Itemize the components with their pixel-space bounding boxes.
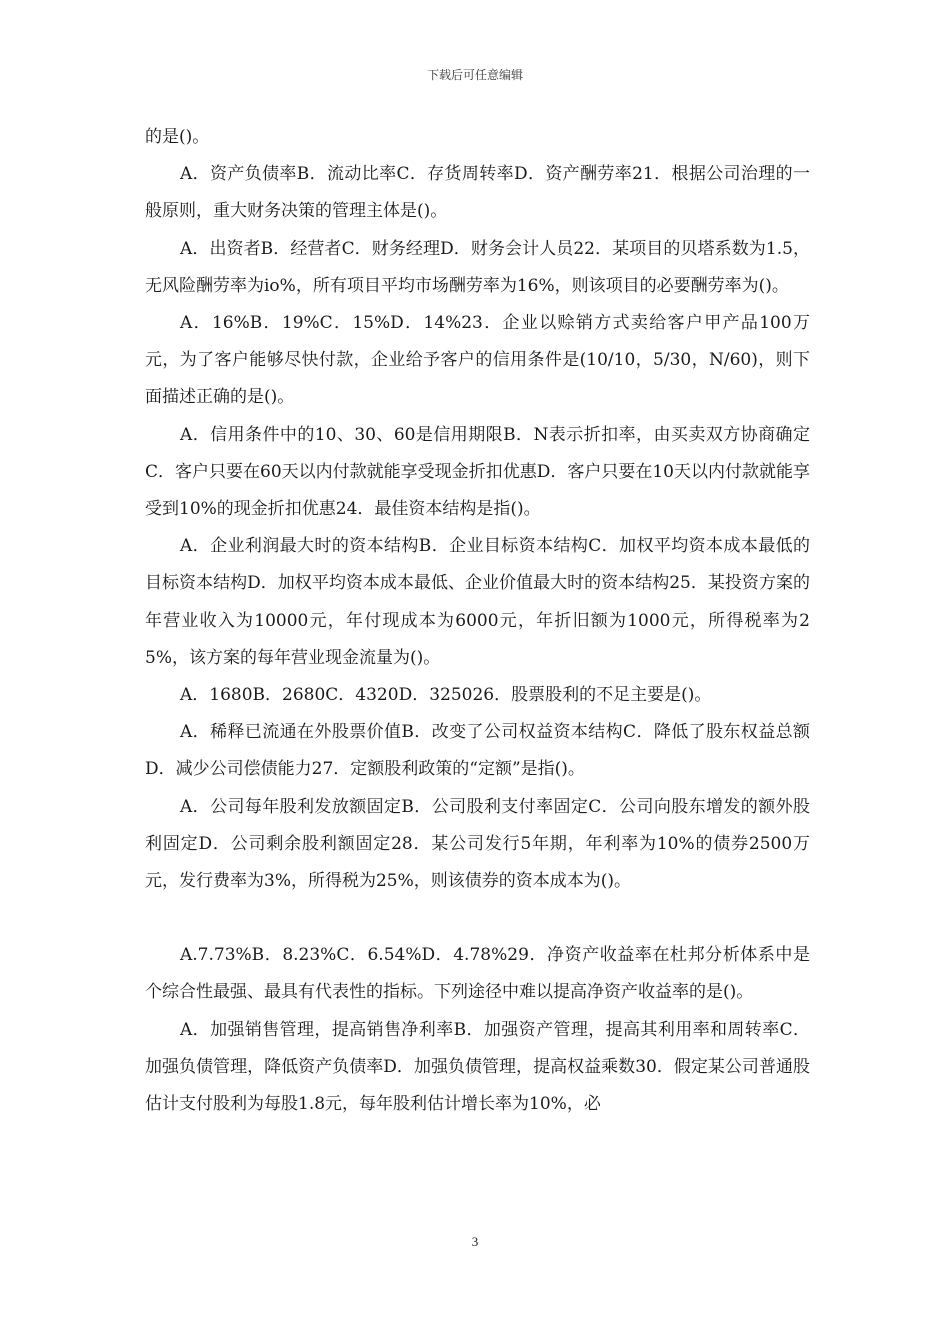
paragraph-4: A．16%B．19%C．15%D．14%23．企业以赊销方式卖给客户甲产品100万元，为了客户能够尽快付款，企业给予客户的信用条件是(10/10，5/30，N/60)，则下面描述正确的是()。 [145, 313, 810, 408]
paragraph-2: A．资产负债率B．流动比率C．存货周转率D．资产酬劳率21．根据公司治理的一般原则，重大财务决策的管理主体是()。 [145, 164, 810, 222]
paragraph-5: A．信用条件中的10、30、60是信用期限B．N表示折扣率，由买卖双方协商确定C．客户只要在60天以内付款就能享受现金折扣优惠D．客户只要在10天以内付款就能享受到10%的现金折扣优惠24．最佳资本结构是指()。 [145, 424, 810, 520]
paragraph-9: A．公司每年股利发放额固定B．公司股利支付率固定C．公司向股东增发的额外股利固定D．公司剩余股利额固定28．某公司发行5年期，年利率为10%的债券2500万元，发行费率为3%，所得税为25%，则该债券的资本成本为()。 [145, 796, 810, 892]
paragraph-6: A．企业利润最大时的资本结构B．企业目标资本结构C．加权平均资本成本最低的目标资本结构D．加权平均资本成本最低、企业价值最大时的资本结构25．某投资方案的年营业收入为10000元，年付现成本为6000元，年折旧额为1000元，所得税率为25%，该方案的每年营业现金流量为()。 [145, 536, 810, 668]
paragraph-3: A．出资者B．经营者C．财务经理D．财务会计人员22．某项目的贝塔系数为1.5，无风险酬劳率为io%，所有项目平均市场酬劳率为16%，则该项目的必要酬劳率为()。 [145, 238, 810, 296]
paragraph-11: A．加强销售管理，提高销售净利率B．加强资产管理，提高其利用率和周转率C．加强负债管理，降低资产负债率D．加强负债管理，提高权益乘数30．假定某公司普通股估计支付股利为每股1.8元，每年股利估计增长率为10%，必 [145, 1019, 810, 1115]
paragraph-7: A．1680B．2680C．4320D．325026．股票股利的不足主要是()。 [180, 685, 712, 706]
paragraph-10: A.7.73%B．8.23%C．6.54%D．4.78%29．净资产收益率在杜邦分析体系中是个综合性最强、最具有代表性的指标。下列途径中难以提高净资产收益率的是()。 [145, 945, 810, 1003]
document-body [145, 119, 810, 1123]
page-header: 下载后可任意编辑 [426, 68, 523, 82]
paragraph-8: A．稀释已流通在外股票价值B．改变了公司权益资本结构C．降低了股东权益总额D．减少公司偿债能力27．定额股利政策的“定额”是指()。 [145, 722, 810, 780]
page-number: 3 [471, 1234, 479, 1249]
paragraph-1: 的是()。 [145, 127, 210, 147]
paragraph-spacer [145, 900, 810, 937]
